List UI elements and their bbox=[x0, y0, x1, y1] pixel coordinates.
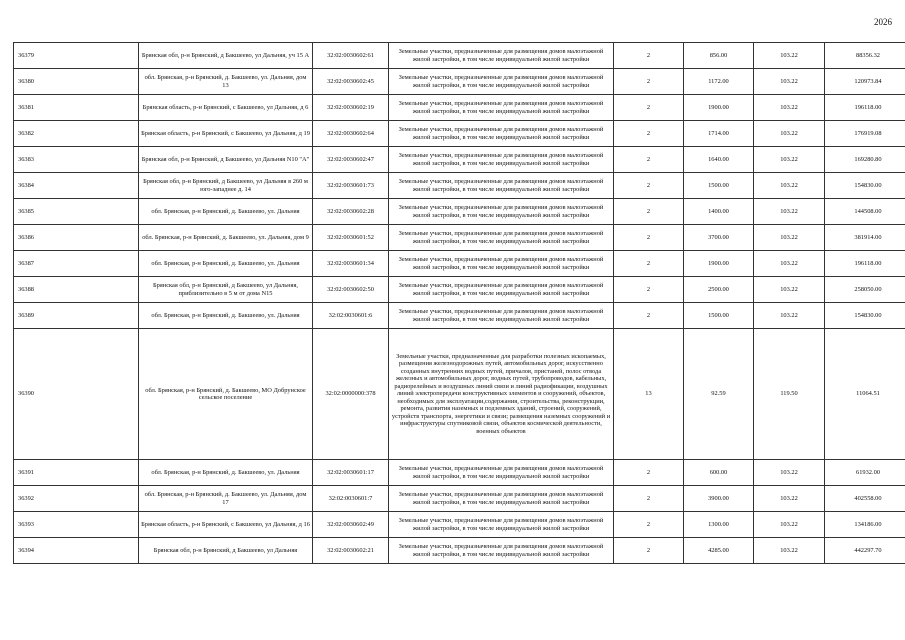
row-number: 36390 bbox=[14, 329, 139, 460]
rate-cell: 103.22 bbox=[754, 69, 825, 95]
area-cell: 1500.00 bbox=[684, 303, 754, 329]
cadastral-value-cell: 169280.80 bbox=[825, 147, 905, 173]
land-use-cell: Земельные участки, предназначенные для размещения домов малоэтажной жилой застройки, в том числе индивидуальной жилой застройки bbox=[389, 251, 614, 277]
cadastral-value-cell: 258050.00 bbox=[825, 277, 905, 303]
table-body bbox=[14, 43, 905, 564]
category-cell: 2 bbox=[614, 199, 684, 225]
cadastral-value-cell: 176919.08 bbox=[825, 121, 905, 147]
category-cell: 2 bbox=[614, 303, 684, 329]
row-number: 36380 bbox=[14, 69, 139, 95]
row-number: 36393 bbox=[14, 512, 139, 538]
category-cell: 2 bbox=[614, 460, 684, 486]
row-number: 36388 bbox=[14, 277, 139, 303]
address-cell: обл. Брянская, р-н Брянский, д. Бакшеево, ул. Дальняя bbox=[139, 303, 313, 329]
row-number: 36381 bbox=[14, 95, 139, 121]
row-number: 36389 bbox=[14, 303, 139, 329]
area-cell: 856.00 bbox=[684, 43, 754, 69]
category-cell: 2 bbox=[614, 486, 684, 512]
address-cell: Брянская обл, р-н Брянский, д Бакшеево, ул Дальняя bbox=[139, 538, 313, 564]
category-cell: 2 bbox=[614, 69, 684, 95]
rate-cell: 103.22 bbox=[754, 486, 825, 512]
area-cell: 1500.00 bbox=[684, 173, 754, 199]
rate-cell: 103.22 bbox=[754, 538, 825, 564]
table-row bbox=[14, 43, 905, 69]
rate-cell: 119.50 bbox=[754, 329, 825, 460]
address-cell: обл. Брянская, р-н Брянский, д. Бакшеево, ул. Дальняя bbox=[139, 199, 313, 225]
address-cell: Брянская обл, р-н Брянский, д Бакшеево, ул Дальняя в 260 м юго-западнее д. 14 bbox=[139, 173, 313, 199]
table-row bbox=[14, 329, 905, 460]
cadastral-value-cell: 134186.00 bbox=[825, 512, 905, 538]
cadastral-number-cell: 32:02:0030601:17 bbox=[313, 460, 389, 486]
cadastral-number-cell: 32:02:0030601:6 bbox=[313, 303, 389, 329]
table-row bbox=[14, 69, 905, 95]
rate-cell: 103.22 bbox=[754, 460, 825, 486]
area-cell: 1300.00 bbox=[684, 512, 754, 538]
area-cell: 4285.00 bbox=[684, 538, 754, 564]
row-number: 36384 bbox=[14, 173, 139, 199]
cadastral-number-cell: 32:02:0030601:34 bbox=[313, 251, 389, 277]
address-cell: обл. Брянская, р-н Брянский, д. Бакшеево, ул. Дальняя, дом 17 bbox=[139, 486, 313, 512]
cadastral-value-cell: 154830.00 bbox=[825, 173, 905, 199]
cadastral-number-cell: 32:02:0030601:73 bbox=[313, 173, 389, 199]
cadastral-value-cell: 442297.70 bbox=[825, 538, 905, 564]
row-number: 36379 bbox=[14, 43, 139, 69]
rate-cell: 103.22 bbox=[754, 95, 825, 121]
cadastral-number-cell: 32:02:0030602:50 bbox=[313, 277, 389, 303]
rate-cell: 103.22 bbox=[754, 251, 825, 277]
rate-cell: 103.22 bbox=[754, 173, 825, 199]
land-use-cell: Земельные участки, предназначенные для размещения домов малоэтажной жилой застройки, в том числе индивидуальной жилой застройки bbox=[389, 121, 614, 147]
cadastral-number-cell: 32:02:0030601:7 bbox=[313, 486, 389, 512]
rate-cell: 103.22 bbox=[754, 121, 825, 147]
table-row bbox=[14, 460, 905, 486]
address-cell: Брянская область, р-н Брянский, с Бакшеево, ул Дальняя, д 19 bbox=[139, 121, 313, 147]
land-use-cell: Земельные участки, предназначенные для размещения домов малоэтажной жилой застройки, в том числе индивидуальной жилой застройки bbox=[389, 225, 614, 251]
rate-cell: 103.22 bbox=[754, 225, 825, 251]
cadastral-number-cell: 32:02:0030602:21 bbox=[313, 538, 389, 564]
cadastral-value-cell: 196118.00 bbox=[825, 95, 905, 121]
row-number: 36382 bbox=[14, 121, 139, 147]
row-number: 36394 bbox=[14, 538, 139, 564]
address-cell: обл. Брянская, р-н Брянский, д. Бакшеево, ул. Дальняя, дом 9 bbox=[139, 225, 313, 251]
category-cell: 2 bbox=[614, 251, 684, 277]
area-cell: 92.59 bbox=[684, 329, 754, 460]
area-cell: 3700.00 bbox=[684, 225, 754, 251]
cadastral-number-cell: 32:02:0030602:19 bbox=[313, 95, 389, 121]
row-number: 36391 bbox=[14, 460, 139, 486]
land-use-cell: Земельные участки, предназначенные для размещения домов малоэтажной жилой застройки, в том числе индивидуальной жилой застройки bbox=[389, 512, 614, 538]
page-number: 2026 bbox=[874, 17, 892, 27]
category-cell: 2 bbox=[614, 95, 684, 121]
cadastral-number-cell: 32:02:0030601:52 bbox=[313, 225, 389, 251]
cadastral-number-cell: 32:02:0030602:64 bbox=[313, 121, 389, 147]
table-row bbox=[14, 251, 905, 277]
cadastral-table bbox=[13, 42, 905, 564]
cadastral-value-cell: 11064.51 bbox=[825, 329, 905, 460]
category-cell: 2 bbox=[614, 538, 684, 564]
table-row bbox=[14, 512, 905, 538]
land-use-cell: Земельные участки, предназначенные для размещения домов малоэтажной жилой застройки, в том числе индивидуальной жилой застройки bbox=[389, 460, 614, 486]
cadastral-number-cell: 32:02:0030602:49 bbox=[313, 512, 389, 538]
area-cell: 1900.00 bbox=[684, 251, 754, 277]
address-cell: обл. Брянская, р-н Брянский, д. Бакшеево, ул. Дальняя, дом 13 bbox=[139, 69, 313, 95]
category-cell: 2 bbox=[614, 147, 684, 173]
cadastral-number-cell: 32:02:0000000:378 bbox=[313, 329, 389, 460]
table-row bbox=[14, 538, 905, 564]
category-cell: 2 bbox=[614, 121, 684, 147]
table-row bbox=[14, 199, 905, 225]
land-use-cell: Земельные участки, предназначенные для размещения домов малоэтажной жилой застройки, в том числе индивидуальной жилой застройки bbox=[389, 95, 614, 121]
land-use-cell: Земельные участки, предназначенные для размещения домов малоэтажной жилой застройки, в том числе индивидуальной жилой застройки bbox=[389, 538, 614, 564]
area-cell: 600.00 bbox=[684, 460, 754, 486]
row-number: 36392 bbox=[14, 486, 139, 512]
land-use-cell: Земельные участки, предназначенные для размещения домов малоэтажной жилой застройки, в том числе индивидуальной жилой застройки bbox=[389, 147, 614, 173]
address-cell: Брянская обл, р-н Брянский, д Бакшеево, ул Дальняя, приблизительно в 5 м от дома N15 bbox=[139, 277, 313, 303]
cadastral-value-cell: 120973.84 bbox=[825, 69, 905, 95]
table-row bbox=[14, 147, 905, 173]
area-cell: 2500.00 bbox=[684, 277, 754, 303]
area-cell: 1900.00 bbox=[684, 95, 754, 121]
rate-cell: 103.22 bbox=[754, 43, 825, 69]
category-cell: 13 bbox=[614, 329, 684, 460]
land-use-cell: Земельные участки, предназначенные для размещения домов малоэтажной жилой застройки, в том числе индивидуальной жилой застройки bbox=[389, 303, 614, 329]
land-use-cell: Земельные участки, предназначенные для размещения домов малоэтажной жилой застройки, в том числе индивидуальной жилой застройки bbox=[389, 173, 614, 199]
address-cell: Брянская область, р-н Брянский, с Бакшеево, ул Дальняя, д 16 bbox=[139, 512, 313, 538]
table-row bbox=[14, 173, 905, 199]
cadastral-value-cell: 144508.00 bbox=[825, 199, 905, 225]
area-cell: 1714.00 bbox=[684, 121, 754, 147]
cadastral-value-cell: 61932.00 bbox=[825, 460, 905, 486]
cadastral-value-cell: 402558.00 bbox=[825, 486, 905, 512]
land-use-cell: Земельные участки, предназначенные для размещения домов малоэтажной жилой застройки, в том числе индивидуальной жилой застройки bbox=[389, 69, 614, 95]
row-number: 36385 bbox=[14, 199, 139, 225]
cadastral-value-cell: 154830.00 bbox=[825, 303, 905, 329]
cadastral-value-cell: 88356.32 bbox=[825, 43, 905, 69]
cadastral-value-cell: 381914.00 bbox=[825, 225, 905, 251]
address-cell: Брянская обл, р-н Брянский, д Бакшеево, ул Дальняя N10 "А" bbox=[139, 147, 313, 173]
table-row bbox=[14, 303, 905, 329]
category-cell: 2 bbox=[614, 225, 684, 251]
address-cell: обл. Брянская, р-н Брянский, д. Бакшеево, МО Добрунское сельское поселение bbox=[139, 329, 313, 460]
rate-cell: 103.22 bbox=[754, 147, 825, 173]
row-number: 36387 bbox=[14, 251, 139, 277]
rate-cell: 103.22 bbox=[754, 303, 825, 329]
rate-cell: 103.22 bbox=[754, 512, 825, 538]
category-cell: 2 bbox=[614, 277, 684, 303]
table-row bbox=[14, 121, 905, 147]
table-row bbox=[14, 277, 905, 303]
address-cell: обл. Брянская, р-н Брянский, д. Бакшеево, ул. Дальняя bbox=[139, 460, 313, 486]
cadastral-number-cell: 32:02:0030602:45 bbox=[313, 69, 389, 95]
area-cell: 1640.00 bbox=[684, 147, 754, 173]
table-row bbox=[14, 225, 905, 251]
category-cell: 2 bbox=[614, 512, 684, 538]
cadastral-number-cell: 32:02:0030602:28 bbox=[313, 199, 389, 225]
area-cell: 3900.00 bbox=[684, 486, 754, 512]
cadastral-number-cell: 32:02:0030602:61 bbox=[313, 43, 389, 69]
category-cell: 2 bbox=[614, 43, 684, 69]
category-cell: 2 bbox=[614, 173, 684, 199]
table-row bbox=[14, 486, 905, 512]
land-use-cell: Земельные участки, предназначенные для разработки полезных ископаемых, размещения железнодорожных путей, автомобильных дорог, искусственно созданных внутренних водных путей, причалов, пристаней, полос отвода железных и автомобильных дорог, водных путей, трубопроводов, кабельных, радиорелейных и воздушных линий связи и линий радиофикации, воздушных линий электропередачи конструктивных элементов и сооружений, объектов, необходимых для эксплуатации,содержания, строительства, реконструкции, ремонта, развития наземных и подземных зданий, строений, сооружений, устройств транспорта, энергетики и связи; размещения наземных сооружений и инфраструктуры спутниковой связи, объектов космической деятельности, военных объектов bbox=[389, 329, 614, 460]
row-number: 36386 bbox=[14, 225, 139, 251]
rate-cell: 103.22 bbox=[754, 277, 825, 303]
row-number: 36383 bbox=[14, 147, 139, 173]
land-use-cell: Земельные участки, предназначенные для размещения домов малоэтажной жилой застройки, в том числе индивидуальной жилой застройки bbox=[389, 486, 614, 512]
land-use-cell: Земельные участки, предназначенные для размещения домов малоэтажной жилой застройки, в том числе индивидуальной жилой застройки bbox=[389, 277, 614, 303]
cadastral-value-cell: 196118.00 bbox=[825, 251, 905, 277]
cadastral-number-cell: 32:02:0030602:47 bbox=[313, 147, 389, 173]
address-cell: обл. Брянская, р-н Брянский, д. Бакшеево, ул. Дальняя bbox=[139, 251, 313, 277]
land-use-cell: Земельные участки, предназначенные для размещения домов малоэтажной жилой застройки, в том числе индивидуальной жилой застройки bbox=[389, 43, 614, 69]
area-cell: 1400.00 bbox=[684, 199, 754, 225]
address-cell: Брянская область, р-н Брянский, с Бакшеево, ул Дальняя, д 6 bbox=[139, 95, 313, 121]
area-cell: 1172.00 bbox=[684, 69, 754, 95]
address-cell: Брянская обл, р-н Брянский, д Бакшеево, ул Дальняя, уч 15 А bbox=[139, 43, 313, 69]
land-use-cell: Земельные участки, предназначенные для размещения домов малоэтажной жилой застройки, в том числе индивидуальной жилой застройки bbox=[389, 199, 614, 225]
rate-cell: 103.22 bbox=[754, 199, 825, 225]
table-row bbox=[14, 95, 905, 121]
